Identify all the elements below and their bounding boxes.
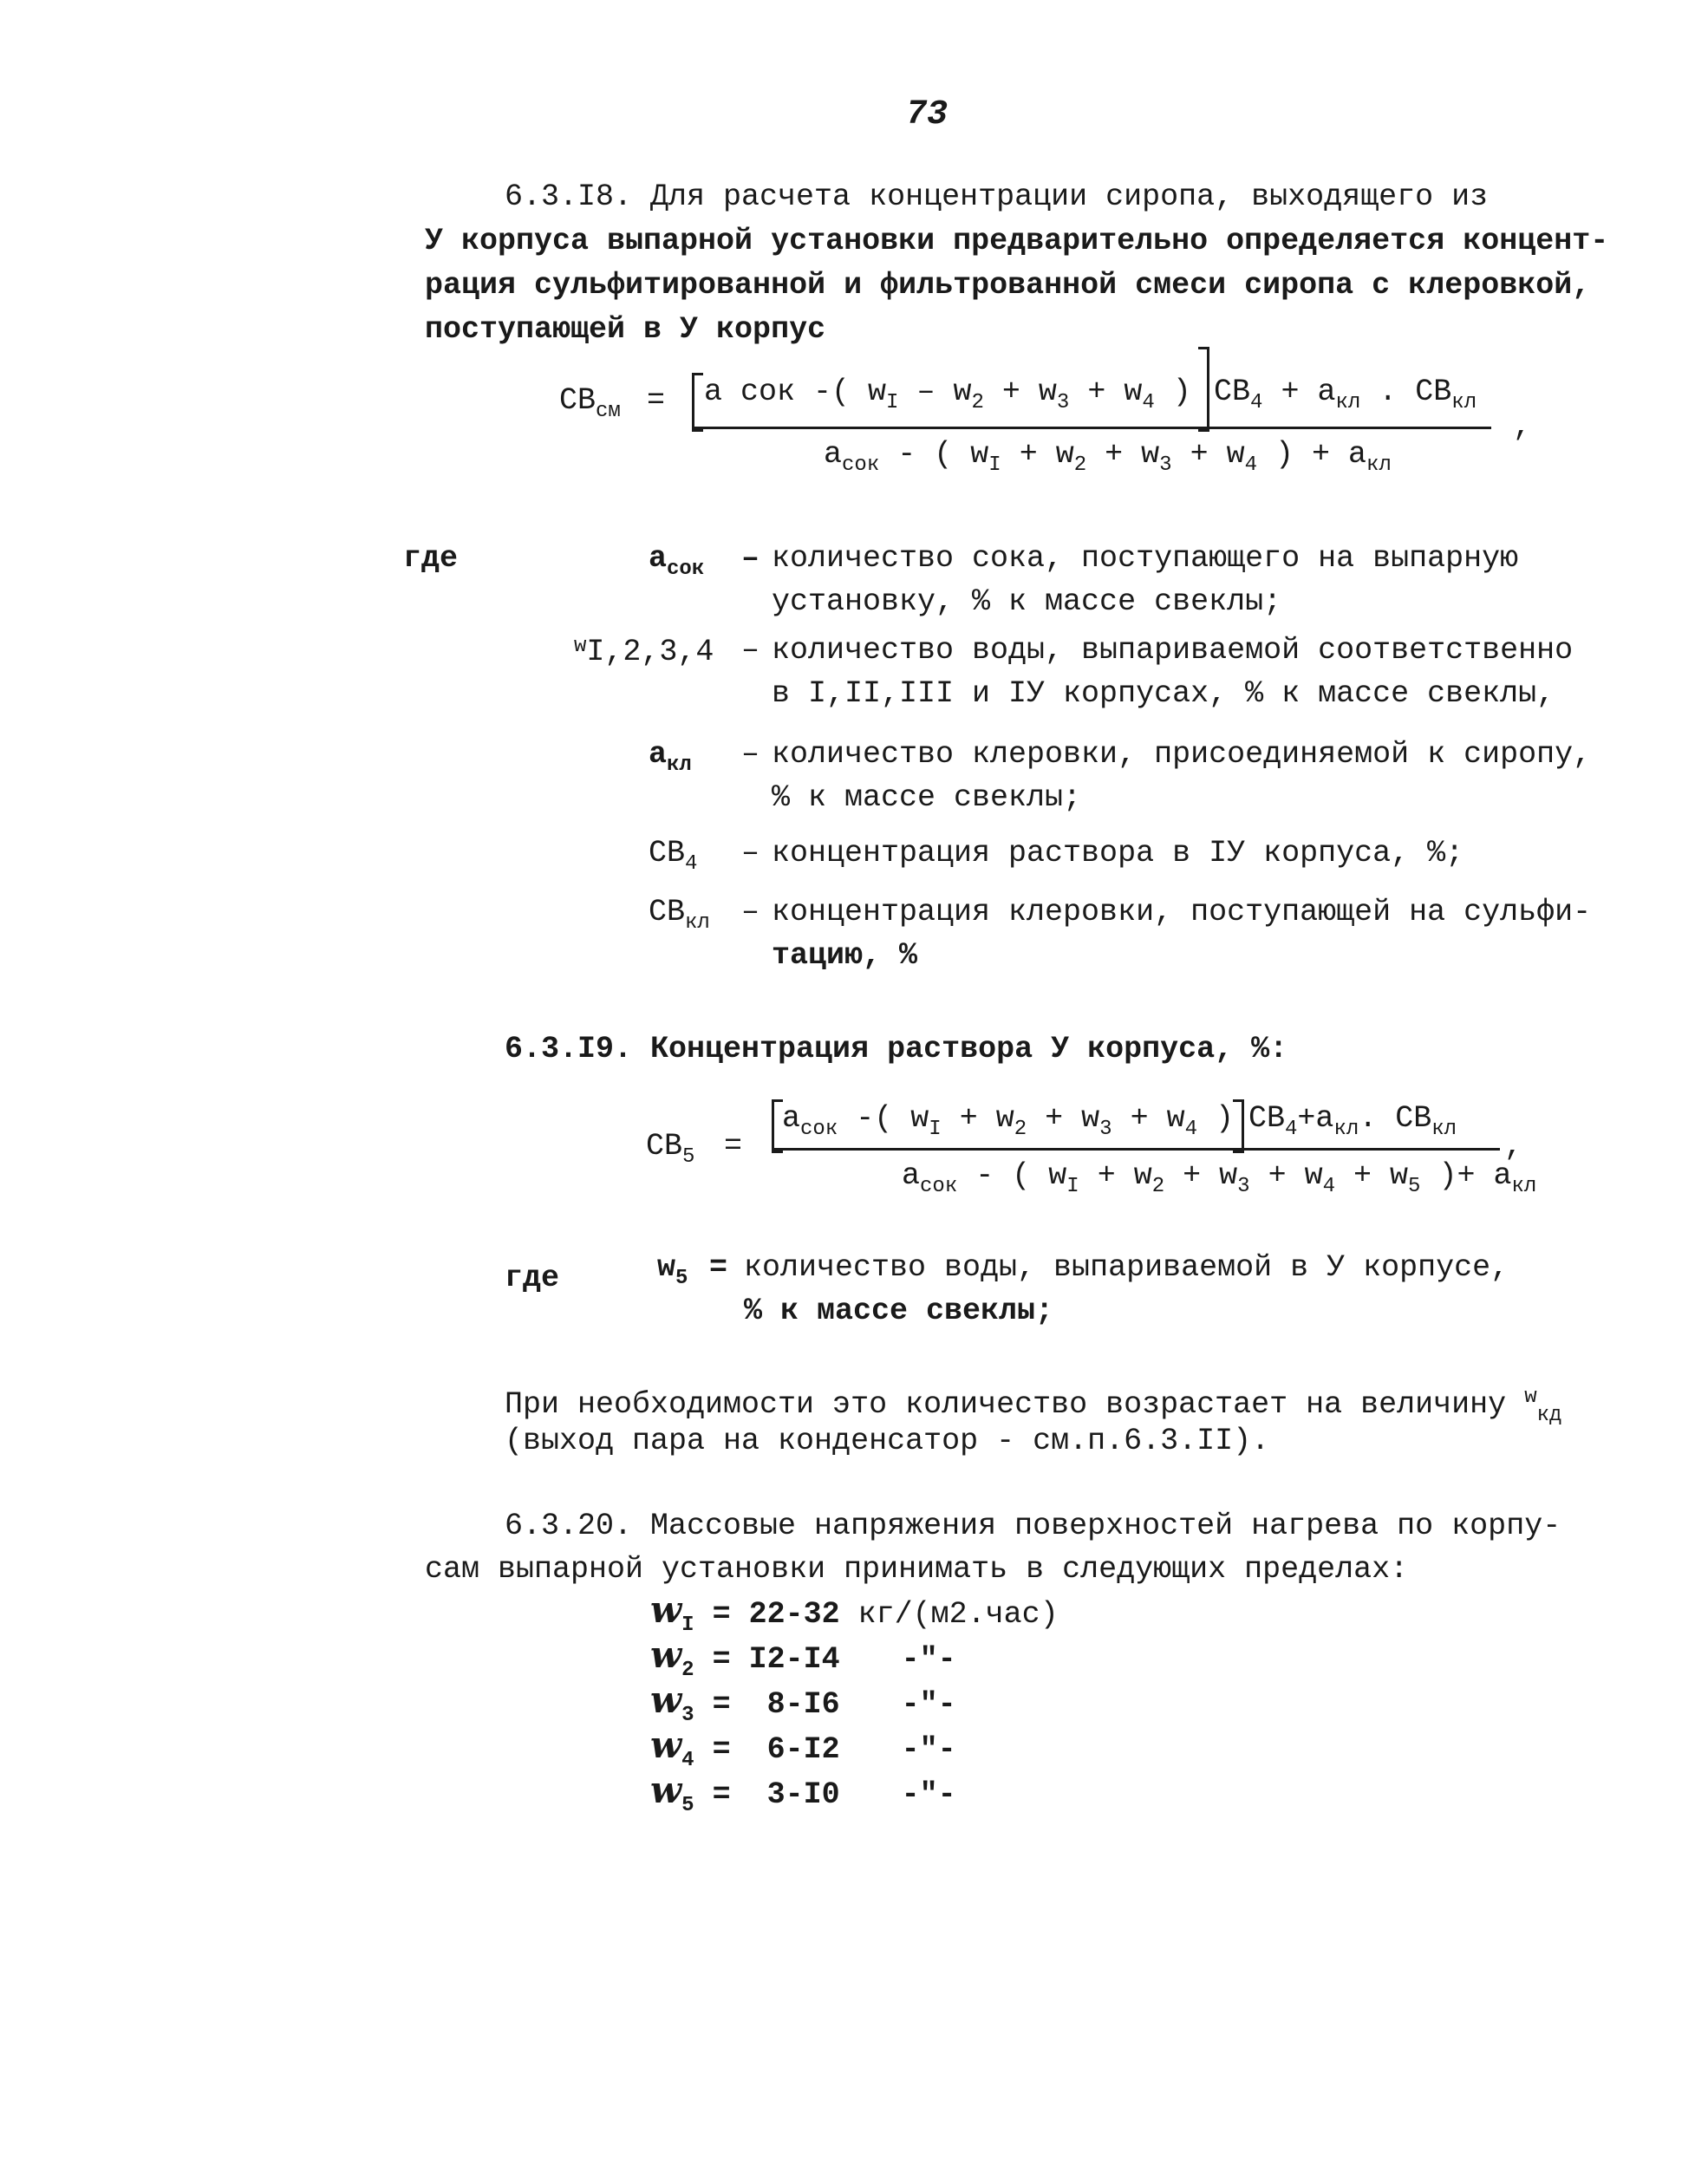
def-w-text-1: количество воды, выпариваемой соответственно (772, 633, 1574, 668)
w-value-row: $w_5 = 3-I0$ -"- (650, 1769, 956, 1817)
def-cbkl-text-2: тацию, % (772, 938, 918, 973)
def-cbkl-dash: – (741, 895, 760, 929)
f1-bracket-right (1198, 347, 1209, 432)
f1-denominator: $a_{сок}$ - ( $w_I + w_2 + w_3 + w_4$ ) + $a_{кл}$ (824, 437, 1392, 477)
w-value-row: $w_2 = I2-I4$ -"- (650, 1633, 956, 1682)
def-w5-symbol: $w_5$ (657, 1250, 688, 1290)
s19-heading: 6.3.I9. Концентрация раствора У корпуса, %: (505, 1032, 1288, 1066)
def-w-symbol: $^w$I,2,3,4 (574, 635, 714, 669)
f1-equals: = (647, 383, 666, 418)
f1-comma: , (1513, 409, 1532, 444)
f2-bracket-right (1233, 1099, 1244, 1153)
f1-fraction-bar (694, 427, 1491, 429)
def-w-text-2: в I,II,III и IУ корпусах, % к массе свеклы, (772, 676, 1555, 711)
def-a-kl-symbol: $a_{кл}$ (649, 737, 692, 777)
page-number: 73 (906, 95, 949, 134)
w-value-row: $w_3 = 8-I6$ -"- (650, 1679, 956, 1727)
f1-numerator: a сок -( $w_I - w_2 + w_3 + w_4$ ) (704, 375, 1191, 414)
def-w5-text-2: % к массе свеклы; (744, 1294, 1054, 1328)
s18-line-1: 6.3.I8. Для расчета концентрации сиропа, выходящего из (505, 179, 1489, 214)
f1-lhs: $CB_{см}$ (559, 383, 621, 423)
f2-fraction-bar (772, 1148, 1500, 1151)
def-cb4-dash: – (741, 836, 760, 870)
s20-line-1: 6.3.20. Массовые напряжения поверхностей нагрева по корпу- (505, 1509, 1561, 1543)
f2-denominator: $a_{сок}$ - ( $w_I + w_2 + w_3 + w_4 + w_5$ )+ $a_{кл}$ (902, 1158, 1537, 1198)
f2-numerator: $a_{сок}$ -( $w_I + w_2 + w_3 + w_4$ ) (782, 1101, 1235, 1141)
def-a-kl-text-2: % к массе свеклы; (772, 780, 1082, 815)
s18-line-4: поступающей в У корпус (425, 312, 826, 347)
def-cbkl-symbol: $CB_{кл}$ (649, 895, 710, 935)
s18-line-3: рация сульфитированной и фильтрованной смеси сиропа с клеровкой, (425, 268, 1591, 303)
f2-equals: = (724, 1129, 743, 1164)
def-a-sok-symbol: $a_{сок}$ (649, 541, 705, 581)
f2-numerator-tail: $CB_4+a_{кл}$. $CB_{кл}$ (1248, 1101, 1457, 1141)
def-cb4-symbol: $CB_4$ (649, 836, 698, 876)
w-value-row: $w_I = 22-32$ кг/(м2.час) (650, 1588, 1059, 1637)
def-cbkl-text-1: концентрация клеровки, поступающей на сульфи- (772, 895, 1592, 929)
f2-lhs: $CB_5$ (646, 1129, 695, 1169)
def-a-sok-dash: – (741, 541, 760, 576)
def-a-kl-dash: – (741, 737, 760, 772)
s18-line-2: У корпуса выпарной установки предварительно определяется концент- (425, 224, 1609, 258)
def-a-kl-text-1: количество клеровки, присоединяемой к сиропу, (772, 737, 1592, 772)
f2-comma: , (1504, 1129, 1523, 1164)
def-w5-text-1: количество воды, выпариваемой в У корпусе, (744, 1250, 1509, 1285)
f1-bracket-left (692, 373, 703, 432)
s19-where-label: где (505, 1261, 560, 1295)
def-w5-equals: = (709, 1250, 728, 1285)
s18-where-label: где (403, 541, 459, 576)
f1-numerator-tail: $CB_4 + a_{кл}$ . $CB_{кл}$ (1214, 375, 1477, 414)
def-cb4-text-1: концентрация раствора в IУ корпуса, %; (772, 836, 1464, 870)
s19-note-line-1: При необходимости это количество возрастает на величину $^w_{кд}$ (505, 1385, 1562, 1427)
w-value-row: $w_4 = 6-I2$ -"- (650, 1724, 956, 1772)
def-a-sok-text-1: количество сока, поступающего на выпарную (772, 541, 1519, 576)
def-w-dash: – (741, 633, 760, 668)
s19-note-line-2: (выход пара на конденсатор - см.п.6.3.II). (505, 1424, 1270, 1458)
s20-line-2: сам выпарной установки принимать в следующих пределах: (425, 1552, 1409, 1587)
def-a-sok-text-2: установку, % к массе свеклы; (772, 584, 1282, 619)
